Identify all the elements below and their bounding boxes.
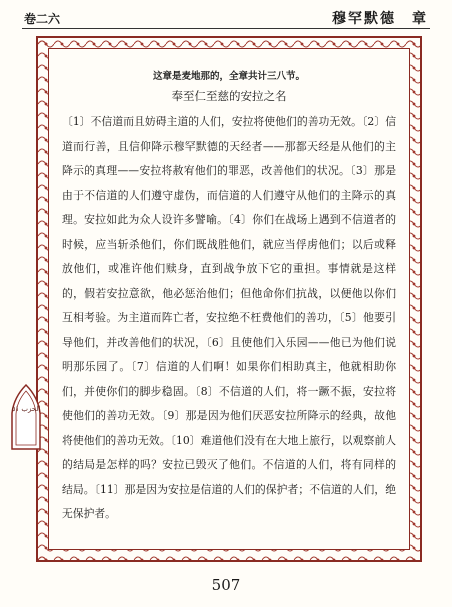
surah-intro: 这章是麦地那的，全章共计三八节。 [152, 71, 305, 82]
basmala: 奉至仁至慈的安拉之名 [171, 89, 287, 103]
verse-text: 〔1〕不信道而且妨碍主道的人们，安拉将使他们的善功无效。〔2〕信道而行善，且信仰降示穆罕默德的天经者——那都天经是从他们的主降示的真理——安拉将赦宥他们的罪恶，改善他们的状况。〔3〕那是由于不信道的人们遵守虚伪，而信道的人们遵守从他们的主降示的真理。安拉如此为众人设许多譬喻。〔4〕你们在战场上遇到不信道者的时候，应当斩杀他们，你们既战胜他们，就应当俘虏他们；以后或释放他们，或准许他们赎身，直到战争放下它的重担。事情就是这样的，假若安拉意欲，他必惩治他们；但他命你们抗战，以便他以你们互相考验。为主道而阵亡者，安拉绝不枉费他们的善功，〔5〕他要引导他们，并改善他们的状况，〔6〕且使他们入乐园——他已为他们说明那乐园了。〔7〕信道的人们啊！如果你们相助真主，他就相助你们，并使你们的脚步稳固。〔8〕不信道的人们，将一蹶不振，安拉将使他们的善功无效。〔9〕那是因为他们厌恶安拉所降示的经典，故他将使他们的善功无效。〔10〕难道他们没有在大地上旅行，以观察前人的结局是怎样的吗？安拉已毁灭了他们。不信道的人们，将有同样的结局。〔11〕那是因为安拉是信道的人们的保护者；不信道的人们，绝无保护者。 [62, 115, 396, 520]
page-number: 507 [211, 576, 241, 594]
hizb-marker-icon [8, 383, 44, 455]
chapter-volume-label: 卷二六 [24, 12, 61, 26]
hizb-marker-label: الحزب ٥١ [11, 405, 41, 413]
surah-title: 穆罕默德 章 [332, 11, 428, 27]
page-content [62, 62, 396, 527]
header-rule [22, 28, 430, 29]
